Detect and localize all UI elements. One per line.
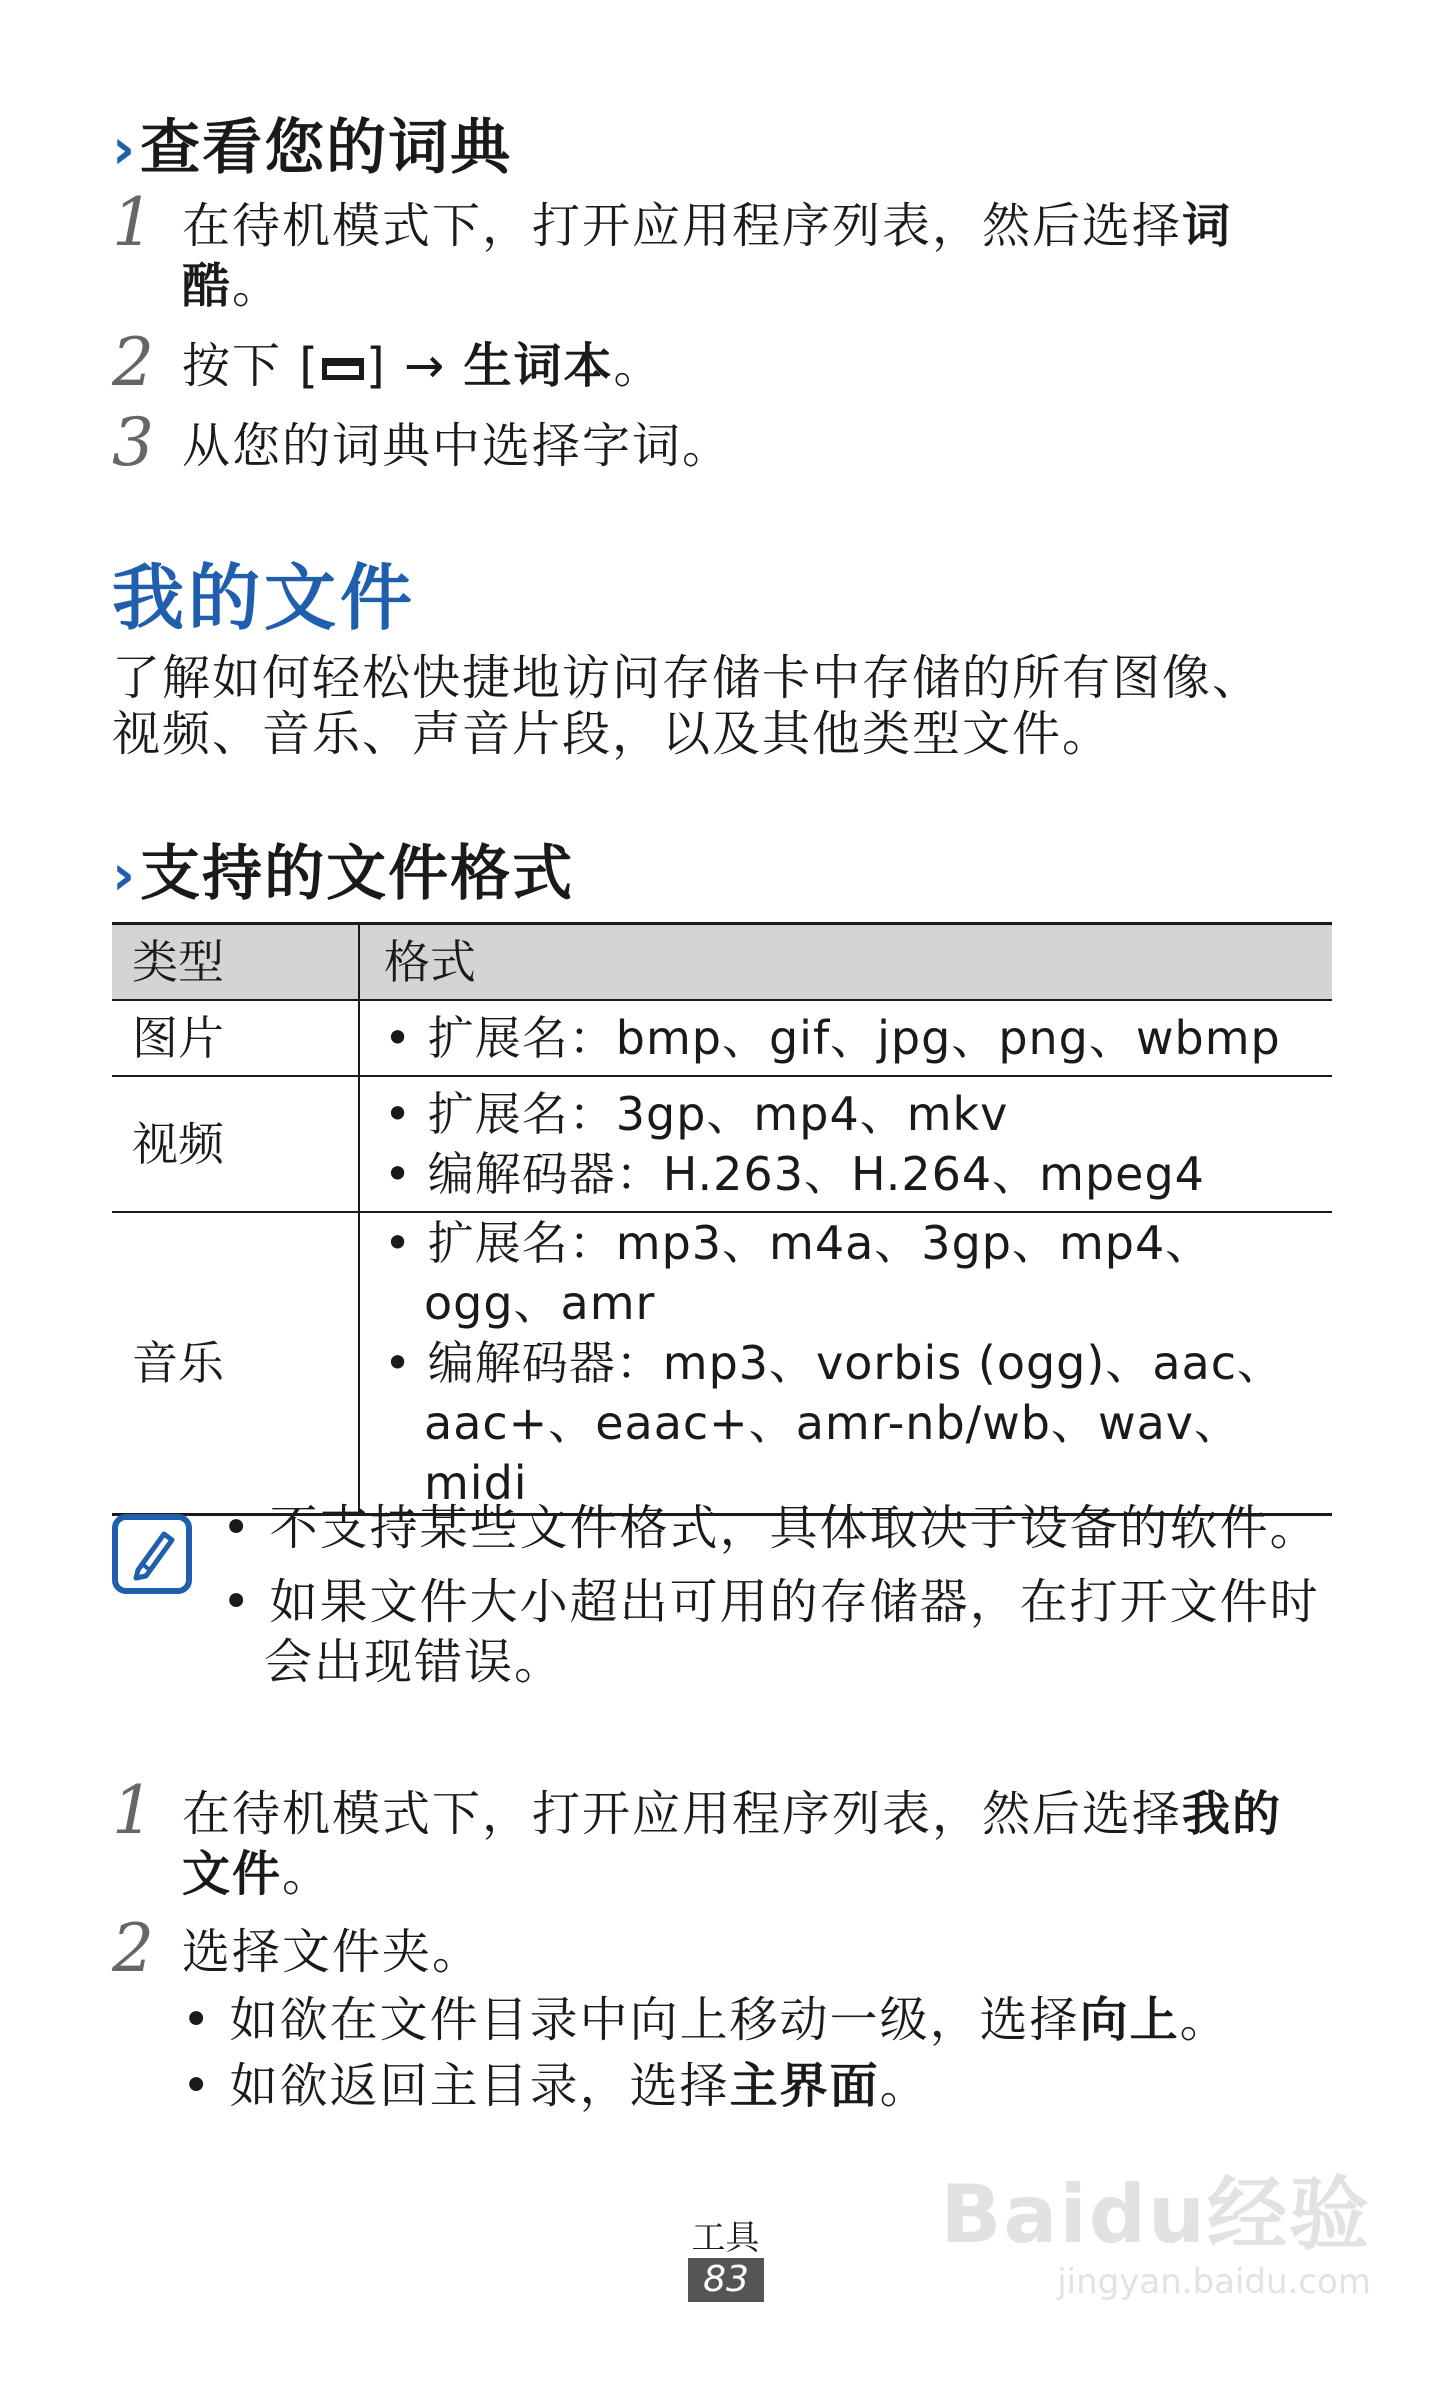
notes-list [222,1498,1320,1692]
type-cell: 音乐 [112,1212,359,1515]
format-item: • 扩展名：bmp、gif、jpg、png、wbmp [384,1008,1312,1068]
step-text: 在待机模式下，打开应用程序列表，然后选择词酷。 [182,198,1233,314]
table-row [112,1076,1332,1212]
step-text: 在待机模式下，打开应用程序列表，然后选择我的文件。 [182,1786,1283,1902]
step-text: 从您的词典中选择字词。 [182,418,733,474]
table-header-row [112,924,1332,1001]
header-cell-type: 类型 [112,924,359,1001]
footer-section-label: 工具 [691,2218,760,2258]
watermark-logo: Baidu经验 [940,2168,1371,2261]
intro-line: 了解如何轻松快捷地访问存储卡中存储的所有图像、 [112,650,1263,706]
step-text: 选择文件夹。 [182,1924,483,1980]
format-item: • 编解码器：mp3、vorbis (ogg)、aac、aac+、eaac+、amr-nb/wb、wav、midi [384,1333,1322,1513]
menu-key-icon [322,358,364,380]
sub-bullet: • 如欲在文件目录中向上移动一级，选择向上。 [182,1990,1230,2050]
format-cell [359,1212,1332,1515]
chevron-right-icon: › [112,117,136,182]
header-cell-format: 格式 [359,924,1332,1001]
note-item: • 如果文件大小超出可用的存储器，在打开文件时会出现错误。 [222,1572,1344,1692]
note-item: • 不支持某些文件格式，具体取决于设备的软件。 [222,1498,1324,1558]
page-title: 我的文件 [112,556,417,640]
type-cell: 图片 [112,1000,359,1076]
watermark-url: jingyan.baidu.com [1057,2262,1371,2302]
step-number: 1 [112,1772,154,1849]
step-number: 2 [112,1910,154,1987]
page-number: 83 [688,2258,764,2302]
format-item: • 扩展名：mp3、m4a、3gp、mp4、ogg、amr [384,1213,1322,1333]
step-text: 按下 [ ] → 生词本。 [182,338,664,394]
sub-bullet: • 如欲返回主目录，选择主界面。 [182,2056,930,2116]
note-pencil-glyph [118,1520,186,1588]
subsection-heading-dictionary [112,100,512,186]
step-number: 1 [112,184,154,261]
format-cell [359,1000,1332,1076]
table-row [112,1000,1332,1076]
intro-line: 视频、音乐、声音片段，以及其他类型文件。 [112,706,1113,762]
format-item: • 编解码器：H.263、H.264、mpeg4 [384,1144,1312,1204]
heading-text: 支持的文件格式 [140,839,575,909]
step-number: 3 [112,404,154,481]
note-pencil-icon [112,1514,192,1594]
heading-text: 查看您的词典 [140,113,513,183]
formats-table [112,922,1332,1516]
chevron-right-icon: › [112,843,136,908]
type-cell: 视频 [112,1076,359,1212]
subsection-heading-formats [112,826,574,912]
format-cell [359,1076,1332,1212]
step-number: 2 [112,324,154,401]
format-item: • 扩展名：3gp、mp4、mkv [384,1084,1312,1144]
table-row [112,1212,1332,1515]
